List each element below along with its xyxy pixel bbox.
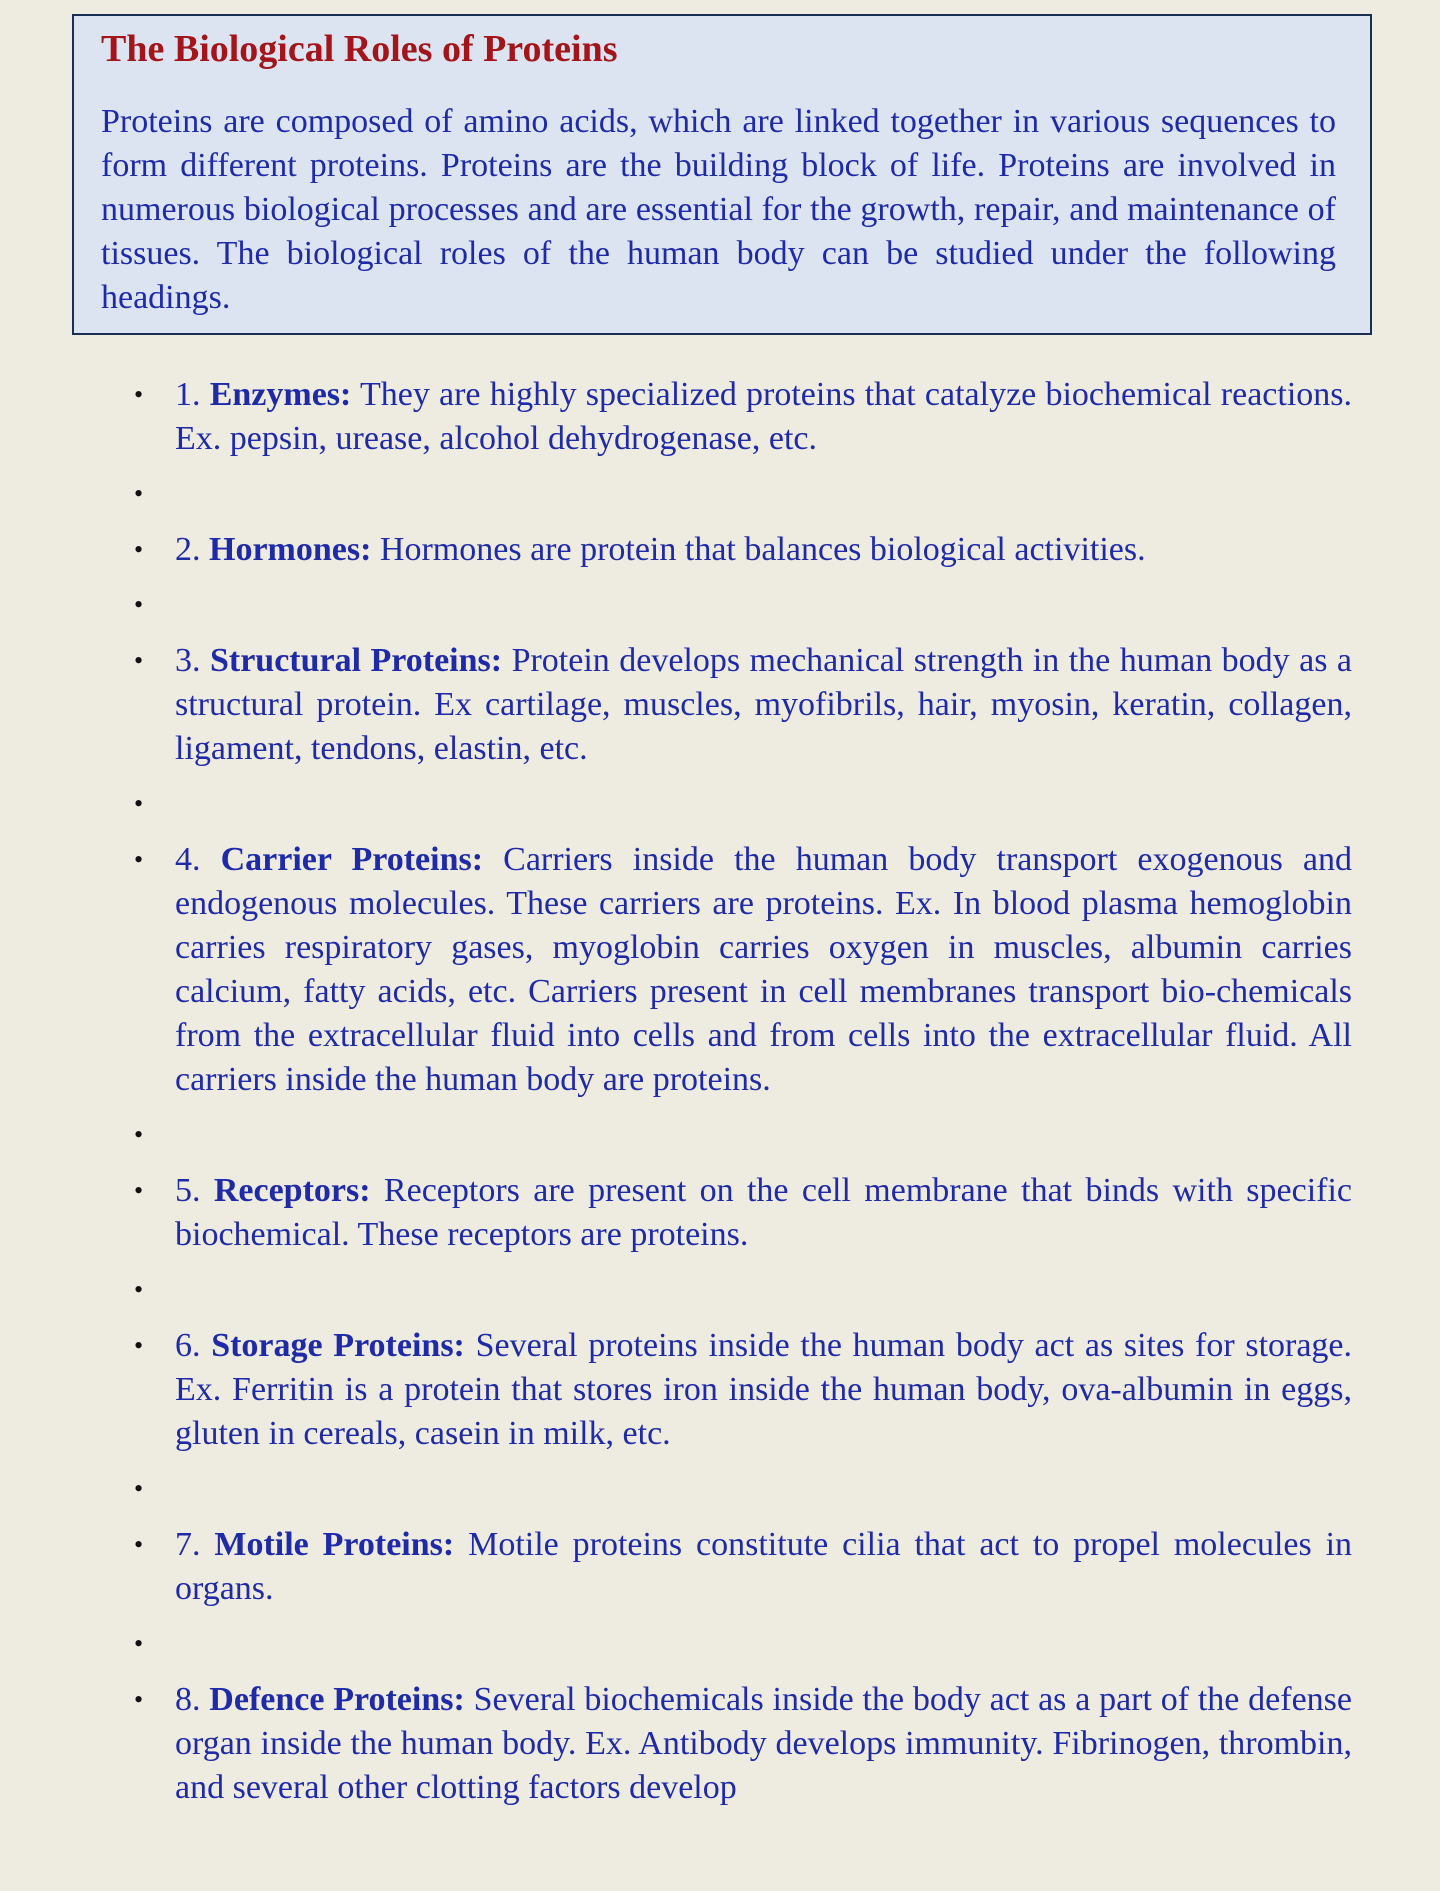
bullet-icon: •: [134, 1331, 144, 1360]
item-description: Protein develops mechanical strength in the human body as a structural protein. Ex cartilage, muscles, myofibrils, hair, myosin, keratin, collagen, ligament, tendons, elastin, etc.: [175, 642, 1353, 767]
item-number: 2.: [175, 531, 201, 568]
item-term: Storage Proteins:: [211, 1327, 465, 1364]
intro-paragraph: Proteins are composed of amino acids, which are linked together in various sequences to form different proteins. Proteins are the building block of life. Proteins are involved in numerous biological processes and are essential for the growth, repair, and maintenance of tissues. The biological roles of the human body can be studied under the following headings.: [101, 103, 1336, 316]
item-number: 8.: [175, 1681, 201, 1718]
list-item-enzymes: [0, 373, 1352, 461]
item-number: 1.: [175, 376, 201, 413]
bullet-icon: •: [134, 1474, 144, 1503]
item-number: 6.: [175, 1327, 201, 1364]
list-item-defence-proteins: [0, 1678, 1352, 1810]
item-description: Receptors are present on the cell membrane that binds with specific biochemical. These receptors are proteins.: [175, 1172, 1353, 1253]
item-description: Carriers inside the human body transport exogenous and endogenous molecules. These carriers are proteins. Ex. In blood plasma hemoglobin carries respiratory gases, myoglobin carries oxygen in muscles, albumin carries calcium, fatty acids, etc. Carriers present in cell membranes transport bio-chemicals from the extracellular fluid into cells and from cells into the extracellular fluid. All carriers inside the human body are proteins.: [175, 841, 1353, 1098]
item-description: They are highly specialized proteins that catalyze biochemical reactions. Ex. pepsin, urease, alcohol dehydrogenase, etc.: [175, 376, 1353, 457]
bullet-icon: •: [134, 1629, 144, 1658]
item-term: Motile Proteins:: [214, 1526, 455, 1563]
empty-list-item: [0, 1456, 1440, 1523]
item-term: Receptors:: [213, 1172, 371, 1209]
intro-box: [72, 14, 1372, 335]
item-term: Hormones:: [209, 531, 372, 568]
empty-list-item: [0, 572, 1440, 639]
list-item-storage-proteins: [0, 1324, 1352, 1456]
empty-list-item: [0, 1102, 1440, 1169]
empty-list-item: [0, 1611, 1440, 1678]
bullet-icon: •: [134, 1176, 144, 1205]
bullet-icon: •: [134, 380, 144, 409]
empty-list-item: [0, 1257, 1440, 1324]
list-item-hormones: [0, 528, 1352, 572]
list-item-structural-proteins: [0, 639, 1352, 771]
item-description: Several biochemicals inside the body act as a part of the defense organ inside the human body. Ex. Antibody develops immunity. Fibrinogen, thrombin, and several other clotting factors develop: [175, 1681, 1353, 1806]
bullet-icon: •: [134, 845, 144, 874]
list-item-motile-proteins: [0, 1523, 1352, 1611]
item-number: 7.: [175, 1526, 201, 1563]
item-description: Motile proteins constitute cilia that act to propel molecules in organs.: [175, 1526, 1353, 1607]
item-term: Carrier Proteins:: [220, 841, 484, 878]
roles-list: [0, 373, 1440, 1810]
empty-list-item: [0, 461, 1440, 528]
bullet-icon: •: [134, 1685, 144, 1714]
page-title: The Biological Roles of Proteins: [101, 28, 618, 70]
empty-list-item: [0, 771, 1440, 838]
bullet-icon: •: [134, 646, 144, 675]
item-term: Structural Proteins:: [209, 642, 503, 679]
bullet-icon: •: [134, 479, 144, 508]
bullet-icon: •: [134, 1530, 144, 1559]
list-item-receptors: [0, 1169, 1352, 1257]
bullet-icon: •: [134, 535, 144, 564]
bullet-icon: •: [134, 1120, 144, 1149]
item-term: Enzymes:: [209, 376, 352, 413]
bullet-icon: •: [134, 789, 144, 818]
item-number: 3.: [175, 642, 201, 679]
item-description: Hormones are protein that balances biological activities.: [379, 531, 1146, 568]
item-number: 4.: [175, 841, 201, 878]
item-description: Several proteins inside the human body act as sites for storage. Ex. Ferritin is a protein that stores iron inside the human body, ova-albumin in eggs, gluten in cereals, casein in milk, etc.: [175, 1327, 1353, 1452]
bullet-icon: •: [134, 590, 144, 619]
list-item-carrier-proteins: [0, 838, 1352, 1102]
item-number: 5.: [175, 1172, 201, 1209]
bullet-icon: •: [134, 1275, 144, 1304]
item-term: Defence Proteins:: [209, 1681, 465, 1718]
